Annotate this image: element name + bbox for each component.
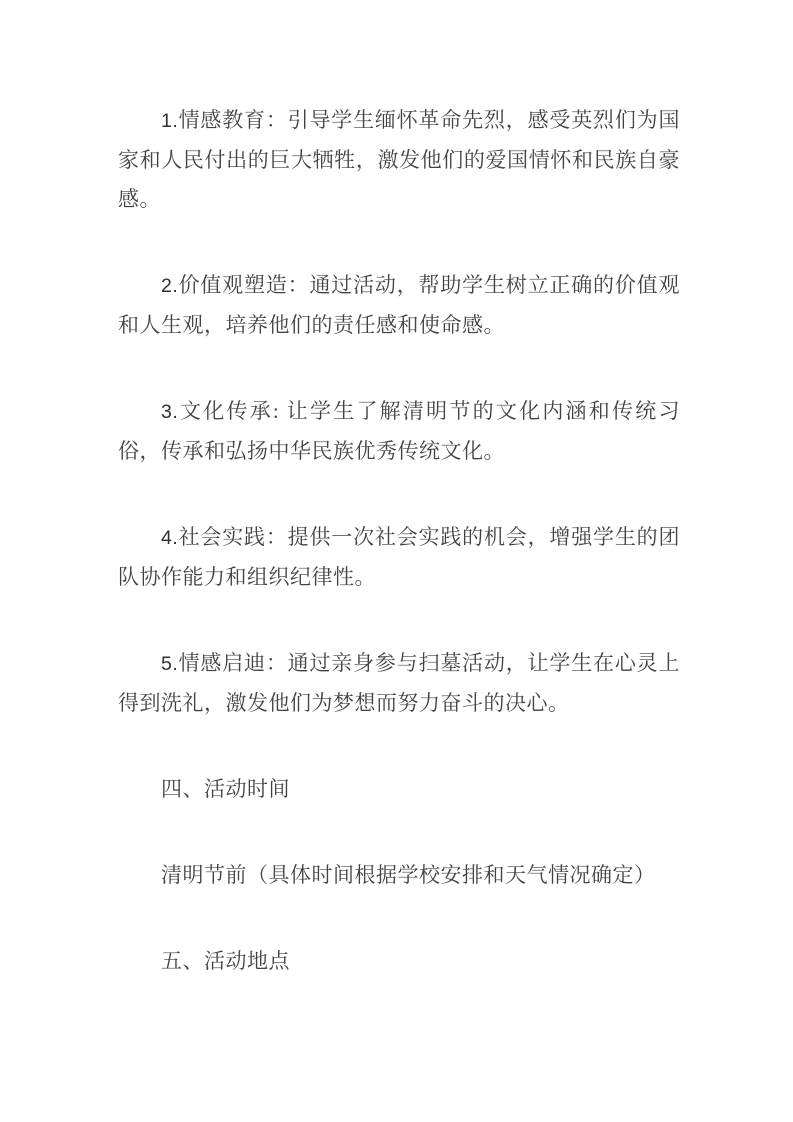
- section-heading-activity-location-text: 五、活动地点: [161, 949, 290, 973]
- section-heading-activity-location: [118, 942, 680, 981]
- objective-paragraph-2: [118, 266, 680, 345]
- objective-number-3: 3.: [161, 401, 179, 423]
- document-body: [118, 101, 680, 981]
- objective-number-1: 1.: [161, 110, 179, 132]
- objective-paragraph-5: [118, 644, 680, 723]
- objective-number-4: 4.: [161, 527, 179, 549]
- objective-number-2: 2.: [161, 275, 179, 297]
- section-heading-activity-time-text: 四、活动时间: [161, 777, 290, 801]
- section-heading-activity-time: [118, 770, 680, 809]
- objective-paragraph-4: [118, 518, 680, 597]
- objective-text-1: 情感教育：引导学生缅怀革命先烈，感受英烈们为国家和人民付出的巨大牺牲，激发他们的爱国情怀和民族自豪感。: [118, 108, 680, 211]
- objective-text-2: 价值观塑造：通过活动，帮助学生树立正确的价值观和人生观，培养他们的责任感和使命感。: [118, 273, 680, 337]
- activity-time-detail-text: 清明节前（具体时间根据学校安排和天气情况确定）: [161, 863, 656, 887]
- objective-text-3: 文化传承: 让学生了解清明节的文化内涵和传统习俗，传承和弘扬中华民族优秀传统文化。: [118, 399, 680, 463]
- objective-text-4: 社会实践：提供一次社会实践的机会，增强学生的团队协作能力和组织纪律性。: [118, 525, 680, 589]
- activity-time-detail: [118, 856, 680, 895]
- objective-number-5: 5.: [161, 653, 179, 675]
- objective-paragraph-1: [118, 101, 680, 219]
- objective-text-5: 情感启迪：通过亲身参与扫墓活动，让学生在心灵上得到洗礼，激发他们为梦想而努力奋斗的决心。: [118, 651, 680, 715]
- objective-paragraph-3: [118, 392, 680, 471]
